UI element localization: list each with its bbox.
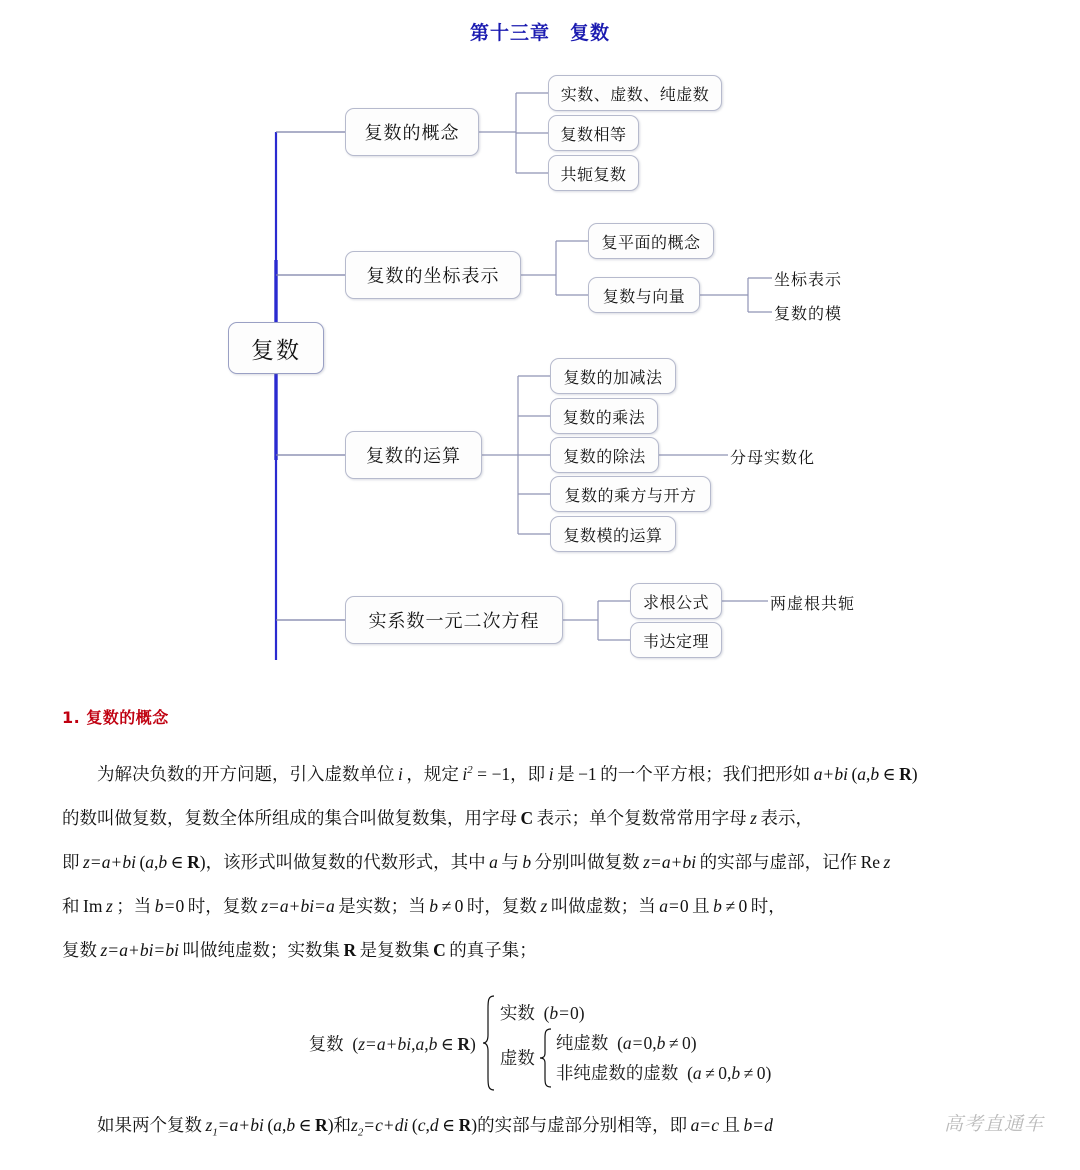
outer-brace [482,995,495,1091]
paragraph-line-2: 的数叫做复数，复数全体所组成的集合叫做复数集，用字母 C 表示；单个复数常常用字母 z 表示， [62,807,813,828]
mindmap-leaf-label: 复数的模 [774,306,843,323]
mindmap-node-quadratic[interactable] [345,596,563,644]
cases-subrow-name: 非纯虚数的虚数 [555,1063,679,1083]
mindmap-node-label: 复数的乘方与开方 [564,487,697,505]
mindmap-node-coordinate[interactable] [345,251,521,299]
cases-row-imaginary [500,1028,772,1088]
mindmap-node-division[interactable] [550,437,659,473]
cases-row-name: 实数 [499,1003,535,1023]
mindmap-node-label: 复数的加减法 [563,369,663,387]
cases-row-real: 实数 (b=0) [499,1003,585,1023]
mindmap-node-label: 复数模的运算 [563,527,663,545]
mindmap-root-node[interactable] [228,322,324,374]
mindmap-diagram [0,60,1080,680]
page-title: 第十三章 复数 [469,22,610,44]
paragraph-line-6: 如果两个复数 $z_1=a+bi$ (a,b ∈ R)和$z_2=c+di$ (c,d ∈ R)的实部与虚部分别相等，即 a=c 且 b=d [97,1115,773,1139]
mindmap-node-label: 复数的乘法 [562,409,646,427]
paragraph-line-4: 和 Im z ；当 b=0 时，复数 z=a+bi=a 是实数；当 b ≠ 0 时，复数 z 叫做虚数；当 a=0 且 b ≠ 0 时， [62,895,786,916]
body-text-continued [62,1103,1037,1155]
cases-subrow-name: 纯虚数 [555,1033,609,1053]
mindmap-node-label: 韦达定理 [642,633,709,651]
mindmap-node-complex-plane[interactable] [588,223,714,259]
mindmap-node-label: 实系数一元二次方程 [368,611,540,631]
mindmap-node-label: 复平面的概念 [601,234,701,252]
inner-brace [539,1028,552,1088]
cases-label-cn: 复数 [308,1033,344,1054]
watermark: 高考直通车 [944,1113,1045,1135]
mindmap-node-power-root[interactable] [550,476,711,512]
mindmap-node-multiplication[interactable] [550,398,658,434]
mindmap-leaf-conjugate-roots [770,591,855,614]
mindmap-node-vieta[interactable] [630,622,722,658]
cases-subrow-non-pure-imaginary: 非纯虚数的虚数 (a ≠ 0,b ≠ 0) [555,1063,772,1083]
cases-row-name: 虚数 [499,1048,535,1068]
mindmap-leaf-rationalize-denominator [730,445,815,468]
mindmap-leaf-label: 分母实数化 [730,450,816,467]
mindmap-node-add-subtract[interactable] [550,358,676,394]
mindmap-node-label: 复数的除法 [563,448,646,466]
mindmap-leaf-label: 坐标表示 [774,272,843,289]
paragraph-line-5: 复数 z=a+bi=bi 叫做纯虚数；实数集 R 是复数集 C 的真子集； [62,939,537,960]
mindmap-node-complex-vector[interactable] [588,277,700,313]
mindmap-node-label: 共轭复数 [560,166,627,184]
mindmap-node-label: 求根公式 [642,594,709,612]
mindmap-leaf-coordinate-representation [774,267,842,290]
mindmap-node-label: 实数、虚数、纯虚数 [560,86,710,104]
section-heading: 1. 复数的概念 [62,708,169,727]
cases-subrow-pure-imaginary: 纯虚数 (a=0,b ≠ 0) [555,1033,697,1053]
paragraph-line-1: 为解决负数的开方问题，引入虚数单位 i ，规定 $i^2 = -1$，即 i 是 −1 的一个平方根；我们把形如 a+bi (a,b ∈ R) [97,763,918,784]
mindmap-node-real-imaginary-pure[interactable] [548,75,722,111]
mindmap-node-root-formula[interactable] [630,583,722,619]
mindmap-node-label: 复数的坐标表示 [366,266,500,286]
mindmap-node-label: 复数的运算 [366,446,461,466]
mindmap-node-modulus-operations[interactable] [550,516,676,552]
mindmap-node-label: 复数相等 [560,126,627,144]
complex-classification-formula [0,995,1080,1091]
mindmap-node-label: 复数与向量 [602,288,686,306]
mindmap-node-operations[interactable] [345,431,482,479]
mindmap-leaf-label: 两虚根共轭 [770,596,856,613]
mindmap-leaf-modulus [774,301,842,324]
cases-label: 复数 (z=a+bi,a,b ∈ R) [308,1033,476,1054]
body-text [62,748,1037,972]
paragraph-line-3: 即 z=a+bi (a,b ∈ R)，该形式叫做复数的代数形式，其中 a 与 b 分别叫做复数 z=a+bi 的实部与虚部，记作 Re z [62,851,891,872]
mindmap-connectors [0,60,1080,680]
mindmap-node-label: 复数的概念 [364,123,460,143]
mindmap-node-conjugate[interactable] [548,155,639,191]
mindmap-node-concept[interactable] [345,108,479,156]
mindmap-node-complex-equality[interactable] [548,115,639,151]
mindmap-root-label: 复数 [251,337,301,363]
